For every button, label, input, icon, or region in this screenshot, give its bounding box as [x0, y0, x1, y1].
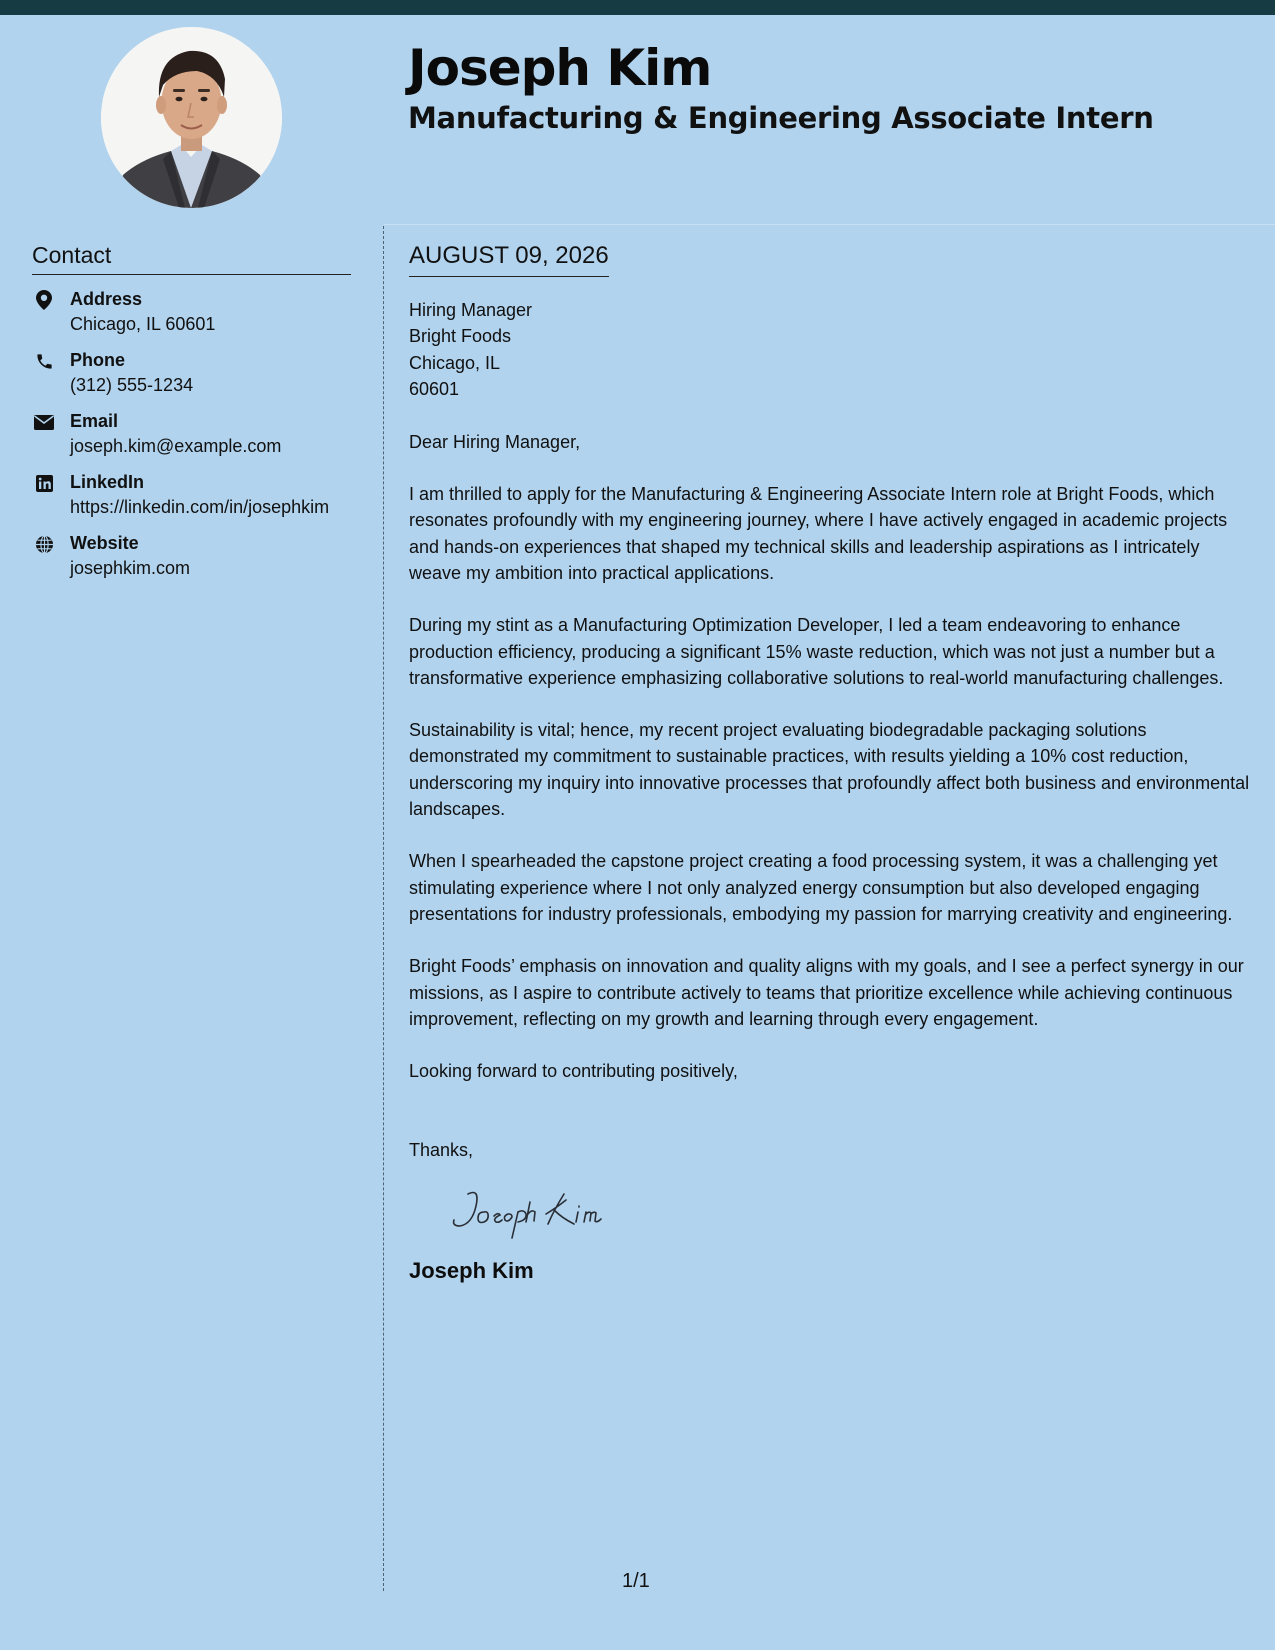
signer-name: Joseph Kim	[409, 1257, 534, 1283]
handwritten-signature	[446, 1184, 646, 1244]
greeting: Dear Hiring Manager,	[409, 431, 581, 452]
phone-label: Phone	[70, 350, 126, 370]
job-title: Manufacturing & Engineering Associate Intern	[408, 101, 1154, 135]
linkedin-value[interactable]: https://linkedin.com/in/josephkim	[70, 497, 330, 517]
linkedin-label: LinkedIn	[70, 472, 145, 492]
closing-line: Looking forward to contributing positively,	[409, 1061, 738, 1082]
contact-address	[32, 287, 351, 336]
email-label: Email	[70, 411, 119, 431]
body-paragraph: Sustainability is vital; hence, my recent project evaluating biodegradable packaging solutions demonstrated my commitment to sustainable practices, with results yielding a 10% cost reduction, underscoring my inquiry into innovative processes that profoundly affect both business and environmental landscapes.	[409, 720, 1250, 820]
contact-website	[32, 531, 351, 580]
recipient-line: Chicago, IL	[409, 352, 501, 373]
phone-value: (312) 555-1234	[70, 375, 194, 395]
address-value: Chicago, IL 60601	[70, 314, 216, 334]
letter-body	[409, 242, 1254, 1284]
address-label: Address	[70, 289, 143, 309]
contact-sidebar	[32, 242, 351, 592]
phone-icon	[32, 349, 56, 373]
profile-photo	[101, 27, 282, 208]
applicant-name: Joseph Kim	[408, 39, 712, 97]
recipient-block	[409, 297, 1254, 403]
column-divider	[383, 226, 384, 1591]
signoff: Thanks,	[409, 1140, 474, 1161]
top-bar	[0, 0, 1275, 15]
contact-phone	[32, 348, 351, 397]
email-value[interactable]: joseph.kim@example.com	[70, 436, 282, 456]
body-paragraph: When I spearheaded the capstone project creating a food processing system, it was a challenging yet stimulating experience where I not only analyzed energy consumption but also developed engaging presentations for industry professionals, embodying my passion for marrying creativity and engineering.	[409, 851, 1233, 924]
contact-heading: Contact	[32, 242, 351, 275]
linkedin-icon	[32, 471, 56, 495]
recipient-line: Bright Foods	[409, 326, 512, 347]
page-number: 1/1	[622, 1570, 650, 1592]
letter-date: AUGUST 09, 2026	[409, 242, 609, 269]
location-pin-icon	[32, 288, 56, 312]
recipient-line: 60601	[409, 379, 460, 400]
recipient-line: Hiring Manager	[409, 299, 533, 320]
contact-linkedin	[32, 470, 351, 519]
body-paragraph: I am thrilled to apply for the Manufacturing & Engineering Associate Intern role at Bright Foods, which resonates profoundly with my engineering journey, where I have actively engaged in academic projects and hands-on experiences that shaped my technical skills and leadership aspirations as I intricately weave my ambition into practical applications.	[409, 484, 1228, 583]
globe-icon	[32, 532, 56, 556]
body-paragraph: Bright Foods’ emphasis on innovation and quality aligns with my goals, and I see a perfect synergy in our missions, as I aspire to contribute actively to teams that prioritize excellence while achieving continuous improvement, reflecting on my growth and learning through every engagement.	[409, 956, 1244, 1029]
letter-date-block	[409, 242, 609, 277]
envelope-icon	[32, 410, 56, 434]
header-divider	[384, 224, 1275, 225]
body-paragraph: During my stint as a Manufacturing Optimization Developer, I led a team endeavoring to enhance production efficiency, producing a significant 15% waste reduction, which was not just a number but a transformative experience emphasizing collaborative solutions to real-world manufacturing challenges.	[409, 615, 1224, 688]
contact-email	[32, 409, 351, 458]
website-value[interactable]: josephkim.com	[70, 558, 191, 578]
website-label: Website	[70, 533, 139, 553]
